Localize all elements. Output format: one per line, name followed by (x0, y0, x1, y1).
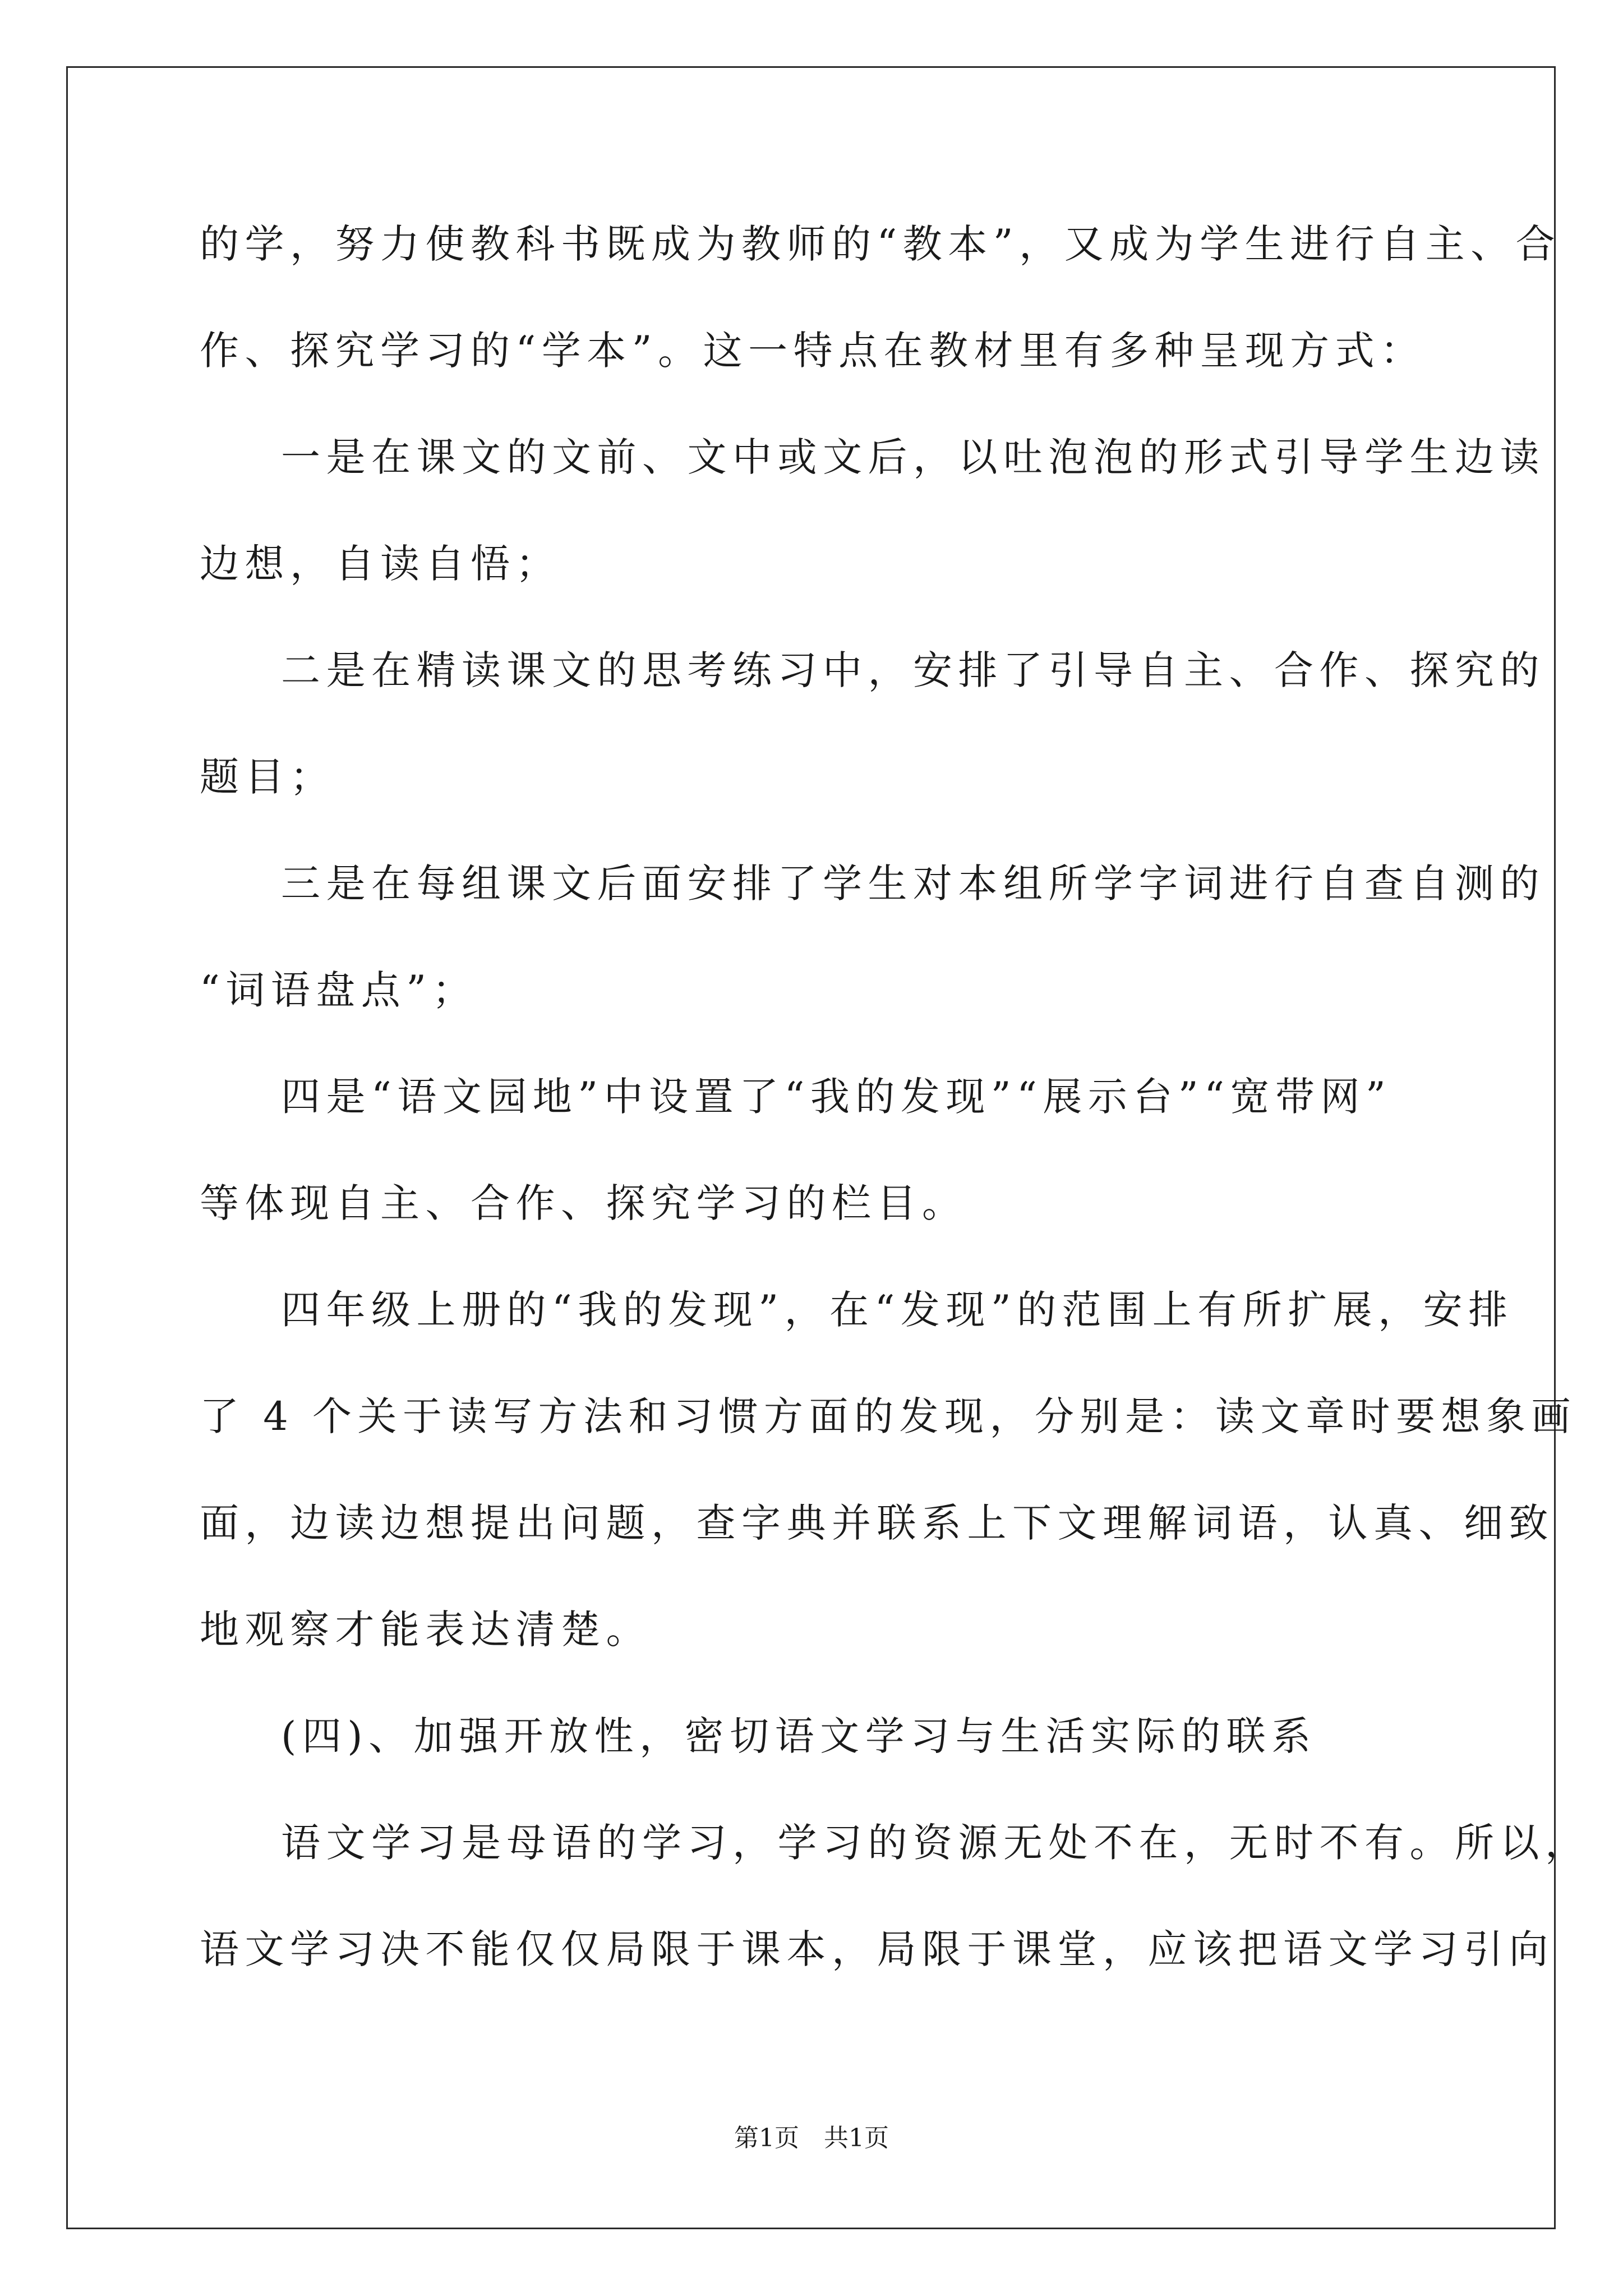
text-line: 地观察才能表达清楚。 (200, 1607, 651, 1653)
text-line: 四年级上册的“我的发现”，在“发现”的范围上有所扩展，安排 (281, 1287, 1514, 1333)
text-line: 等体现自主、合作、探究学习的栏目。 (200, 1180, 967, 1226)
text-line: 四是“语文园地”中设置了“我的发现”“展示台”“宽带网” (281, 1074, 1392, 1120)
text-line: 一是在课文的文前、文中或文后，以吐泡泡的形式引导学生边读 (281, 434, 1545, 480)
page-footer: 第1页 共1页 (734, 2124, 889, 2152)
text-line: 二是在精读课文的思考练习中，安排了引导自主、合作、探究的 (281, 647, 1545, 693)
text-line: 三是在每组课文后面安排了学生对本组所学字词进行自查自测的 (281, 861, 1545, 907)
text-line: “词语盘点”； (200, 967, 478, 1013)
section-heading: (四)、加强开放性，密切语文学习与生活实际的联系 (281, 1713, 1317, 1759)
text-line: 边想，自读自悟； (200, 541, 561, 587)
page-border (66, 66, 1556, 2229)
text-line: 题目； (200, 754, 335, 800)
text-line: 语文学习是母语的学习，学习的资源无处不在，无时不有。所以， (281, 1820, 1590, 1866)
text-line: 作、探究学习的“学本”。这一特点在教材里有多种呈现方式： (200, 328, 1426, 374)
text-line: 的学，努力使教科书既成为教师的“教本”，又成为学生进行自主、合 (200, 221, 1561, 267)
text-line: 面，边读边想提出问题，查字典并联系上下文理解词语，认真、细致 (200, 1500, 1554, 1546)
text-line: 了 4 个关于读写方法和习惯方面的发现，分别是：读文章时要想象画 (200, 1393, 1577, 1439)
text-line: 语文学习决不能仅仅局限于课本，局限于课堂，应该把语文学习引向 (200, 1926, 1554, 1972)
